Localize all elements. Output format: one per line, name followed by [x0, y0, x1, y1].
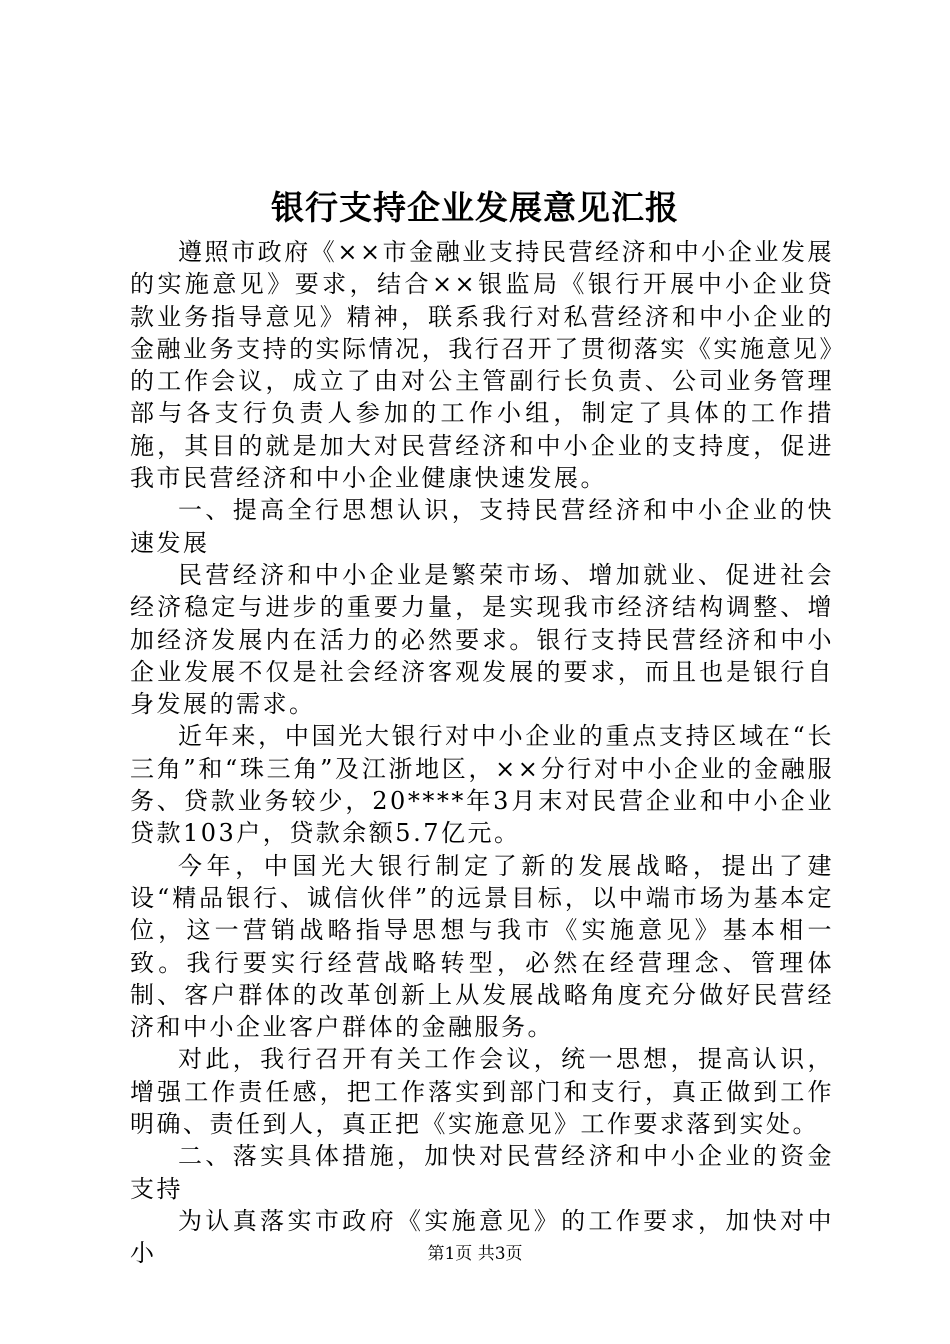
paragraph-meeting: 对此，我行召开有关工作会议，统一思想，提高认识，增强工作责任感，把工作落实到部门和支行，真正做到工作明确、责任到人，真正把《实施意见》工作要求落到实处。	[130, 1045, 834, 1139]
paragraph-intro: 遵照市政府《××市金融业支持民营经济和中小企业发展的实施意见》要求，结合××银监局《银行开展中小企业贷款业务指导意见》精神，联系我行对私营经济和中小企业的金融业务支持的实际情况，我行召开了贯彻落实《实施意见》的工作会议，成立了由对公主管副行长负责、公司业务管理部与各支行负责人参加的工作小组，制定了具体的工作措施，其目的就是加大对民营经济和中小企业的支持度，促进我市民营经济和中小企业健康快速发展。	[130, 238, 834, 493]
section-heading-2: 二、落实具体措施，加快对民营经济和中小企业的资金支持	[130, 1142, 834, 1203]
document-body	[130, 236, 834, 1270]
document-title: 银行支持企业发展意见汇报	[271, 188, 679, 227]
section-heading-1: 一、提高全行思想认识，支持民营经济和中小企业的快速发展	[130, 496, 834, 557]
paragraph-measures: 为认真落实市政府《实施意见》的工作要求，加快对中小	[130, 1206, 834, 1268]
paragraph-importance: 民营经济和中小企业是繁荣市场、增加就业、促进社会经济稳定与进步的重要力量，是实现我市经济结构调整、增加经济发展内在活力的必然要求。银行支持民营经济和中小企业发展不仅是社会经济客观发展的要求，而且也是银行自身发展的需求。	[130, 560, 834, 719]
page-number-footer: 第1页 共3页	[427, 1244, 523, 1264]
paragraph-recent-years: 近年来，中国光大银行对中小企业的重点支持区域在“长三角”和“珠三角”及江浙地区，××分行对中小企业的金融服务、贷款业务较少，20****年3月末对民营企业和中小企业贷款103户，贷款余额5.7亿元。	[130, 722, 834, 848]
paragraph-this-year: 今年，中国光大银行制定了新的发展战略，提出了建设“精品银行、诚信伙伴”的远景目标，以中端市场为基本定位，这一营销战略指导思想与我市《实施意见》基本相一致。我行要实行经营战略转型，必然在经营理念、管理体制、客户群体的改革创新上从发展战略角度充分做好民营经济和中小企业客户群体的金融服务。	[130, 851, 834, 1042]
